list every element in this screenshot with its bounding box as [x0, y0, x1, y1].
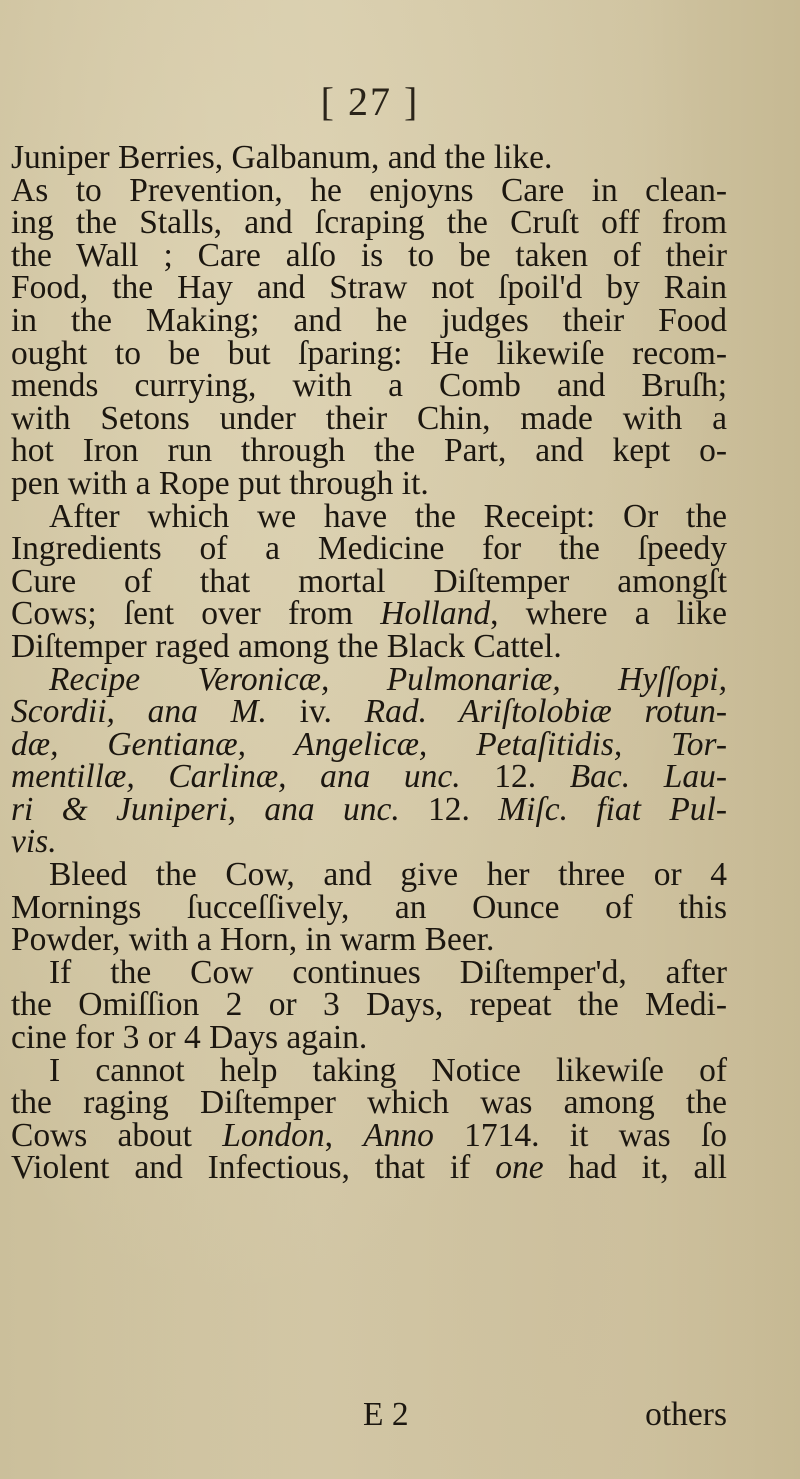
text-line: [11, 497, 727, 535]
roman-text: , where a like: [490, 595, 727, 633]
text-line: [11, 1019, 727, 1057]
text-line: [11, 921, 727, 959]
page-number: [ 27 ]: [320, 79, 420, 124]
roman-text: ought to be but ſparing: He likewiſe recom-: [11, 334, 727, 372]
italic-text: Rad. Ariſtolobiæ rotun-: [364, 693, 728, 731]
text-line: [11, 856, 727, 894]
roman-text: 1714. it was ſo: [433, 1116, 728, 1154]
roman-text: had it, all: [543, 1149, 727, 1187]
text-line: [11, 888, 727, 926]
italic-text: Recipe Veronicæ, Pulmonariæ, Hyſſopi,: [49, 660, 727, 698]
roman-text: the Omiſſion 2 or 3 Days, repeat the Medi-: [11, 986, 727, 1024]
roman-text: in the Making; and he judges their Food: [11, 301, 727, 339]
text-line: [11, 660, 727, 698]
roman-text: the raging Diſtemper which was among the: [11, 1084, 727, 1122]
italic-text: Bac. Lau-: [569, 758, 727, 796]
italic-text: dæ, Gentianæ, Angelicæ, Petaſitidis, Tor-: [11, 725, 727, 763]
roman-text: iv.: [266, 693, 365, 731]
roman-text: Ingredients of a Medicine for the ſpeedy: [11, 530, 727, 568]
text-line: [11, 530, 727, 568]
text-line: [11, 301, 727, 339]
roman-text: ing the Stalls, and ſcraping the Cruſt off from: [11, 204, 727, 242]
italic-text: one: [495, 1149, 544, 1187]
italic-text: Holland: [380, 595, 491, 633]
text-line: [11, 432, 727, 470]
roman-text: 12.: [399, 790, 499, 828]
roman-text: Cows about: [11, 1116, 223, 1154]
text-line: [11, 204, 727, 242]
text-line: [11, 367, 727, 405]
text-line: [11, 1149, 727, 1187]
text-line: [11, 725, 727, 763]
text-line: [11, 1116, 728, 1154]
text-line: [11, 693, 728, 731]
italic-text: vis.: [11, 823, 57, 861]
text-line: [11, 627, 727, 665]
roman-text: pen with a Rope put through it.: [11, 464, 429, 502]
italic-text: ri & Juniperi, ana unc.: [11, 790, 400, 828]
text-line: [11, 986, 727, 1024]
text-line: [11, 464, 727, 502]
text-line: [11, 334, 727, 372]
body-text: [11, 139, 728, 1187]
italic-text: mentillæ, Carlinæ, ana unc.: [11, 758, 461, 796]
text-line: [11, 595, 727, 633]
text-line: [11, 269, 727, 307]
roman-text: the Wall ; Care alſo is to be taken of their: [11, 236, 727, 274]
roman-text: Food, the Hay and Straw not ſpoil'd by Rain: [11, 269, 727, 307]
italic-text: London: [222, 1116, 325, 1154]
roman-text: If the Cow continues Diſtemper'd, after: [49, 953, 727, 991]
text-line: [11, 1084, 727, 1122]
text-line: [11, 953, 727, 991]
roman-text: ,: [324, 1116, 364, 1154]
roman-text: Violent and Infectious, that if: [11, 1149, 496, 1187]
roman-text: As to Prevention, he enjoyns Care in clean-: [11, 171, 727, 209]
text-line: [11, 171, 727, 209]
roman-text: 12.: [460, 758, 570, 796]
roman-text: Bleed the Cow, and give her three or 4: [49, 856, 727, 894]
roman-text: hot Iron run through the Part, and kept o-: [11, 432, 727, 470]
text-line: [11, 823, 727, 861]
roman-text: cine for 3 or 4 Days again.: [11, 1019, 368, 1057]
roman-text: Juniper Berries, Galbanum, and the like.: [11, 139, 553, 176]
text-line: [11, 1051, 727, 1089]
text-line: [11, 236, 727, 274]
roman-text: with Setons under their Chin, made with a: [11, 399, 727, 437]
italic-text: Miſc. fiat Pul-: [498, 790, 727, 828]
text-line: [11, 562, 727, 600]
roman-text: Diſtemper raged among the Black Cattel.: [11, 627, 562, 665]
italic-text: Anno: [363, 1116, 434, 1154]
page-footer: [11, 1396, 727, 1436]
catchword: others: [645, 1396, 727, 1433]
text-line: [11, 399, 727, 437]
text-line: [11, 790, 727, 828]
roman-text: Mornings ſucceſſively, an Ounce of this: [11, 888, 727, 926]
italic-text: Scordii, ana M.: [11, 693, 267, 731]
roman-text: mends currying, with a Comb and Bruſh;: [11, 367, 727, 405]
roman-text: I cannot help taking Notice likewiſe of: [49, 1051, 727, 1089]
signature-mark: E 2: [363, 1396, 409, 1433]
text-line: [11, 758, 727, 796]
roman-text: After which we have the Receipt: Or the: [49, 497, 727, 535]
text-line: [11, 139, 727, 176]
roman-text: Cure of that mortal Diſtemper amongſt: [11, 562, 727, 600]
roman-text: Cows; ſent over from: [11, 595, 381, 633]
roman-text: Powder, with a Horn, in warm Beer.: [11, 921, 495, 959]
